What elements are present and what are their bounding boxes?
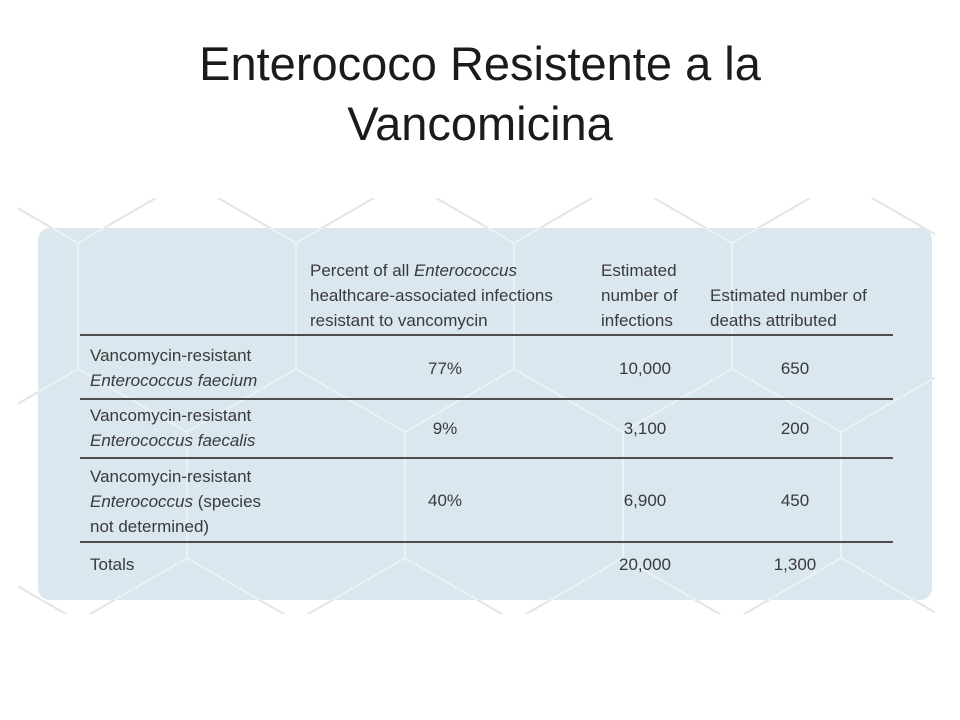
- row-infections: 3,100: [623, 419, 667, 438]
- row-infections: 10,000: [619, 359, 671, 378]
- row-percent: 9%: [432, 419, 458, 438]
- row-percent: 77%: [427, 359, 463, 378]
- row-infections: 6,900: [623, 491, 667, 510]
- header-estimated-infections: [601, 258, 678, 333]
- row-divider: [80, 398, 893, 400]
- row-label-note: (species: [193, 492, 262, 511]
- row-label-line2: [90, 368, 257, 393]
- header-divider: [80, 334, 893, 336]
- row-divider: [80, 457, 893, 459]
- row-label-line1: Vancomycin-resistant: [90, 346, 252, 365]
- header-infections-line2: number of: [601, 286, 678, 305]
- row-deaths: 450: [780, 491, 810, 510]
- table-row-label: [90, 464, 261, 539]
- header-deaths-line1: Estimated number of: [710, 286, 867, 305]
- table-row-label: [90, 343, 257, 393]
- row-label-species: Enterococcus faecium: [90, 371, 258, 390]
- header-percent-resistant: [310, 258, 553, 333]
- header-percent-prefix: Percent of all: [310, 261, 414, 280]
- row-label-line2: [90, 428, 255, 453]
- header-infections-line3: infections: [601, 311, 673, 330]
- totals-infections: 20,000: [619, 555, 671, 574]
- header-deaths-line2: deaths attributed: [710, 311, 837, 330]
- totals-deaths: 1,300: [773, 555, 817, 574]
- header-percent-line2: healthcare-associated infections: [310, 286, 553, 305]
- header-estimated-deaths: [710, 283, 867, 333]
- row-deaths: 650: [780, 359, 810, 378]
- table-row-label: [90, 403, 255, 453]
- row-percent: 40%: [427, 491, 463, 510]
- totals-label: Totals: [90, 555, 135, 574]
- header-percent-italic: Enterococcus: [413, 261, 517, 280]
- row-label-species: Enterococcus faecalis: [90, 431, 256, 450]
- row-label-genus: Enterococcus: [90, 492, 193, 511]
- header-infections-line1: Estimated: [601, 261, 677, 280]
- header-percent-line3: resistant to vancomycin: [310, 311, 488, 330]
- header-percent-line1: [310, 258, 553, 283]
- row-label-line1: Vancomycin-resistant: [90, 406, 252, 425]
- row-label-line1: Vancomycin-resistant: [90, 467, 252, 486]
- row-label-line2: [90, 489, 261, 514]
- totals-divider: [80, 541, 893, 543]
- slide-title: Enterococo Resistente a la Vancomicina: [199, 37, 761, 150]
- row-deaths: 200: [780, 419, 810, 438]
- row-label-line3: not determined): [90, 517, 210, 536]
